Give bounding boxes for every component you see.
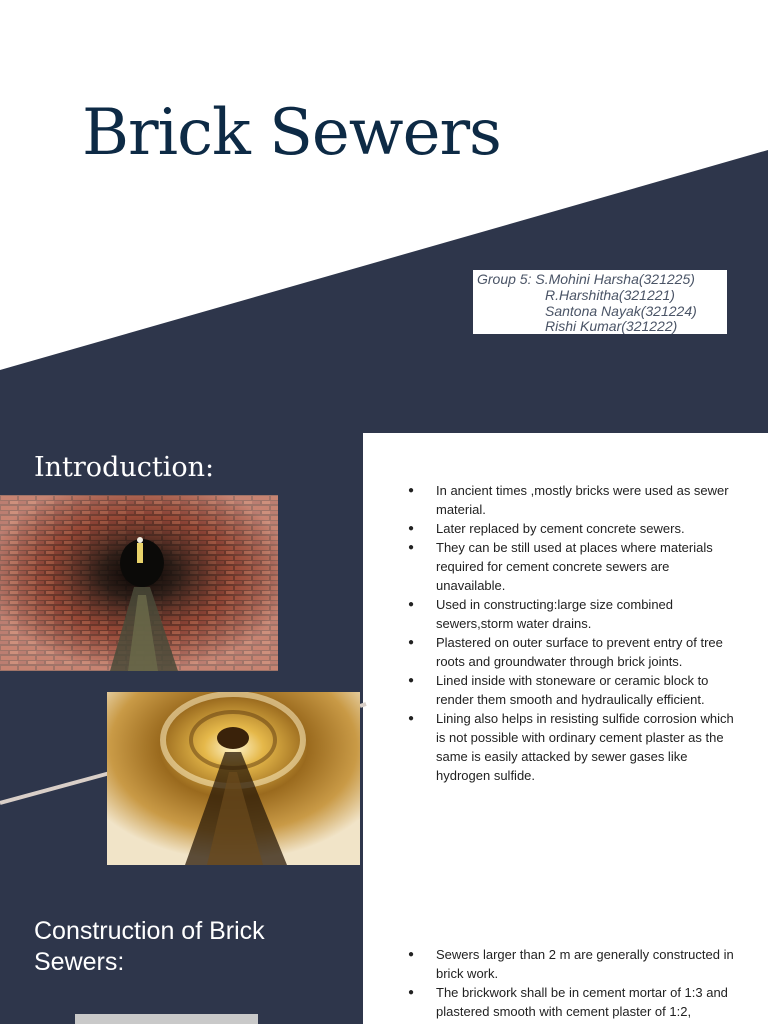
introduction-heading: Introduction:: [34, 452, 215, 483]
introduction-bullet-list: [408, 481, 738, 785]
group-line-1: Group 5: S.Mohini Harsha(321225): [477, 271, 695, 287]
intro-bullet-1: ● In ancient times ,mostly bricks were used as sewer material.: [408, 481, 738, 519]
group-line-2: R.Harshitha(321221): [545, 287, 675, 303]
construction-bullet-list: [408, 945, 738, 1021]
construction-photo-edge: [75, 1014, 258, 1024]
intro-bullet-2: ● Later replaced by cement concrete sewers.: [408, 519, 738, 538]
intro-bullet-7: ● Lining also helps in resisting sulfide corrosion which is not possible with ordinary cement plaster as the same is easily attacked by sewer gases like hydrogen sulfide.: [408, 709, 738, 785]
group-line-4: Rishi Kumar(321222): [545, 318, 678, 334]
intro-bullet-3: ● They can be still used at places where materials required for cement concrete sewers are unavailable.: [408, 538, 738, 595]
lined-pipe-photo: [107, 692, 360, 865]
intro-bullet-4: ● Used in constructing:large size combined sewers,storm water drains.: [408, 595, 738, 633]
group-line-3: Santona Nayak(321224): [545, 303, 697, 319]
construction-heading: Construction of Brick Sewers:: [34, 917, 265, 976]
intro-bullet-5: ● Plastered on outer surface to prevent entry of tree roots and groundwater through brick joints.: [408, 633, 738, 671]
slide-title: Brick Sewers: [82, 96, 501, 170]
brick-tunnel-photo: [0, 495, 278, 671]
intro-bullet-6: ● Lined inside with stoneware or ceramic block to render them smooth and hydraulically efficient.: [408, 671, 738, 709]
construction-bullet-2: ● The brickwork shall be in cement mortar of 1:3 and plastered smooth with cement plaster of 1:2,: [408, 983, 738, 1021]
construction-bullet-1: ● Sewers larger than 2 m are generally constructed in brick work.: [408, 945, 738, 983]
